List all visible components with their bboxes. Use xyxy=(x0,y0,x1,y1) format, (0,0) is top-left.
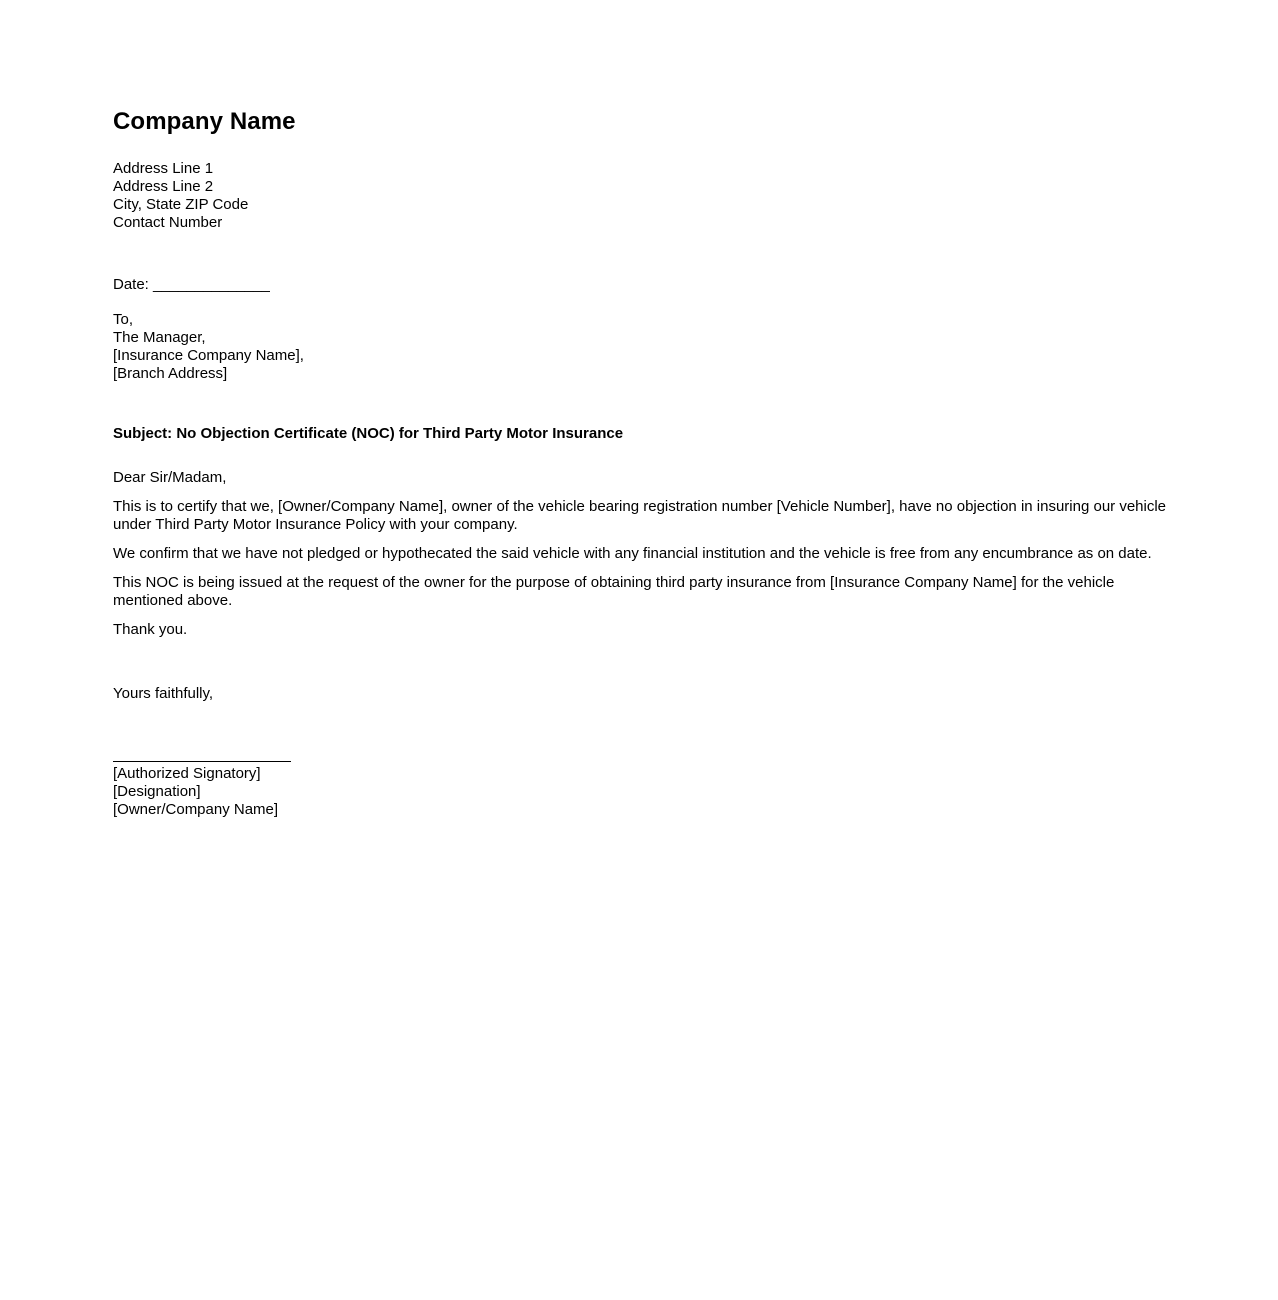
recipient-line-insurance-company: [Insurance Company Name], xyxy=(113,347,304,364)
recipient-line-to: To, xyxy=(113,311,134,328)
address-line-contact-number: Contact Number xyxy=(113,214,223,231)
signature-line-owner-company-name: [Owner/Company Name] xyxy=(113,801,279,818)
recipient-address-block xyxy=(113,311,1168,383)
signature-line-designation: [Designation] xyxy=(113,783,201,800)
letter-body xyxy=(113,108,1168,819)
address-line-2: Address Line 2 xyxy=(113,178,214,195)
signature-line-authorized-signatory: [Authorized Signatory] xyxy=(113,765,261,782)
body-paragraph-1: This is to certify that we, [Owner/Company Name], owner of the vehicle bearing registration number [Vehicle Number], have no objection in insuring our vehicle under Third Party Motor Insurance Policy with your company. xyxy=(113,498,1167,533)
body-paragraph-2: We confirm that we have not pledged or hypothecated the said vehicle with any financial institution and the vehicle is free from any encumbrance as on date. xyxy=(113,545,1152,562)
body-paragraph-thank-you: Thank you. xyxy=(113,621,188,638)
recipient-line-branch-address: [Branch Address] xyxy=(113,365,228,382)
salutation: Dear Sir/Madam, xyxy=(113,469,227,486)
subject-line: Subject: No Objection Certificate (NOC) for Third Party Motor Insurance xyxy=(113,425,624,442)
signature-block xyxy=(113,761,1168,819)
valediction: Yours faithfully, xyxy=(113,685,214,702)
recipient-line-manager: The Manager, xyxy=(113,329,206,346)
company-name-heading: Company Name xyxy=(113,108,296,135)
address-line-city-state-zip: City, State ZIP Code xyxy=(113,196,249,213)
body-paragraph-3: This NOC is being issued at the request of the owner for the purpose of obtaining third party insurance from [Insurance Company Name] for the vehicle mentioned above. xyxy=(113,574,1115,609)
signature-rule[interactable] xyxy=(113,761,291,762)
sender-address-block xyxy=(113,160,1168,232)
address-line-1: Address Line 1 xyxy=(113,160,214,177)
date-field[interactable]: Date: ______________ xyxy=(113,276,270,293)
